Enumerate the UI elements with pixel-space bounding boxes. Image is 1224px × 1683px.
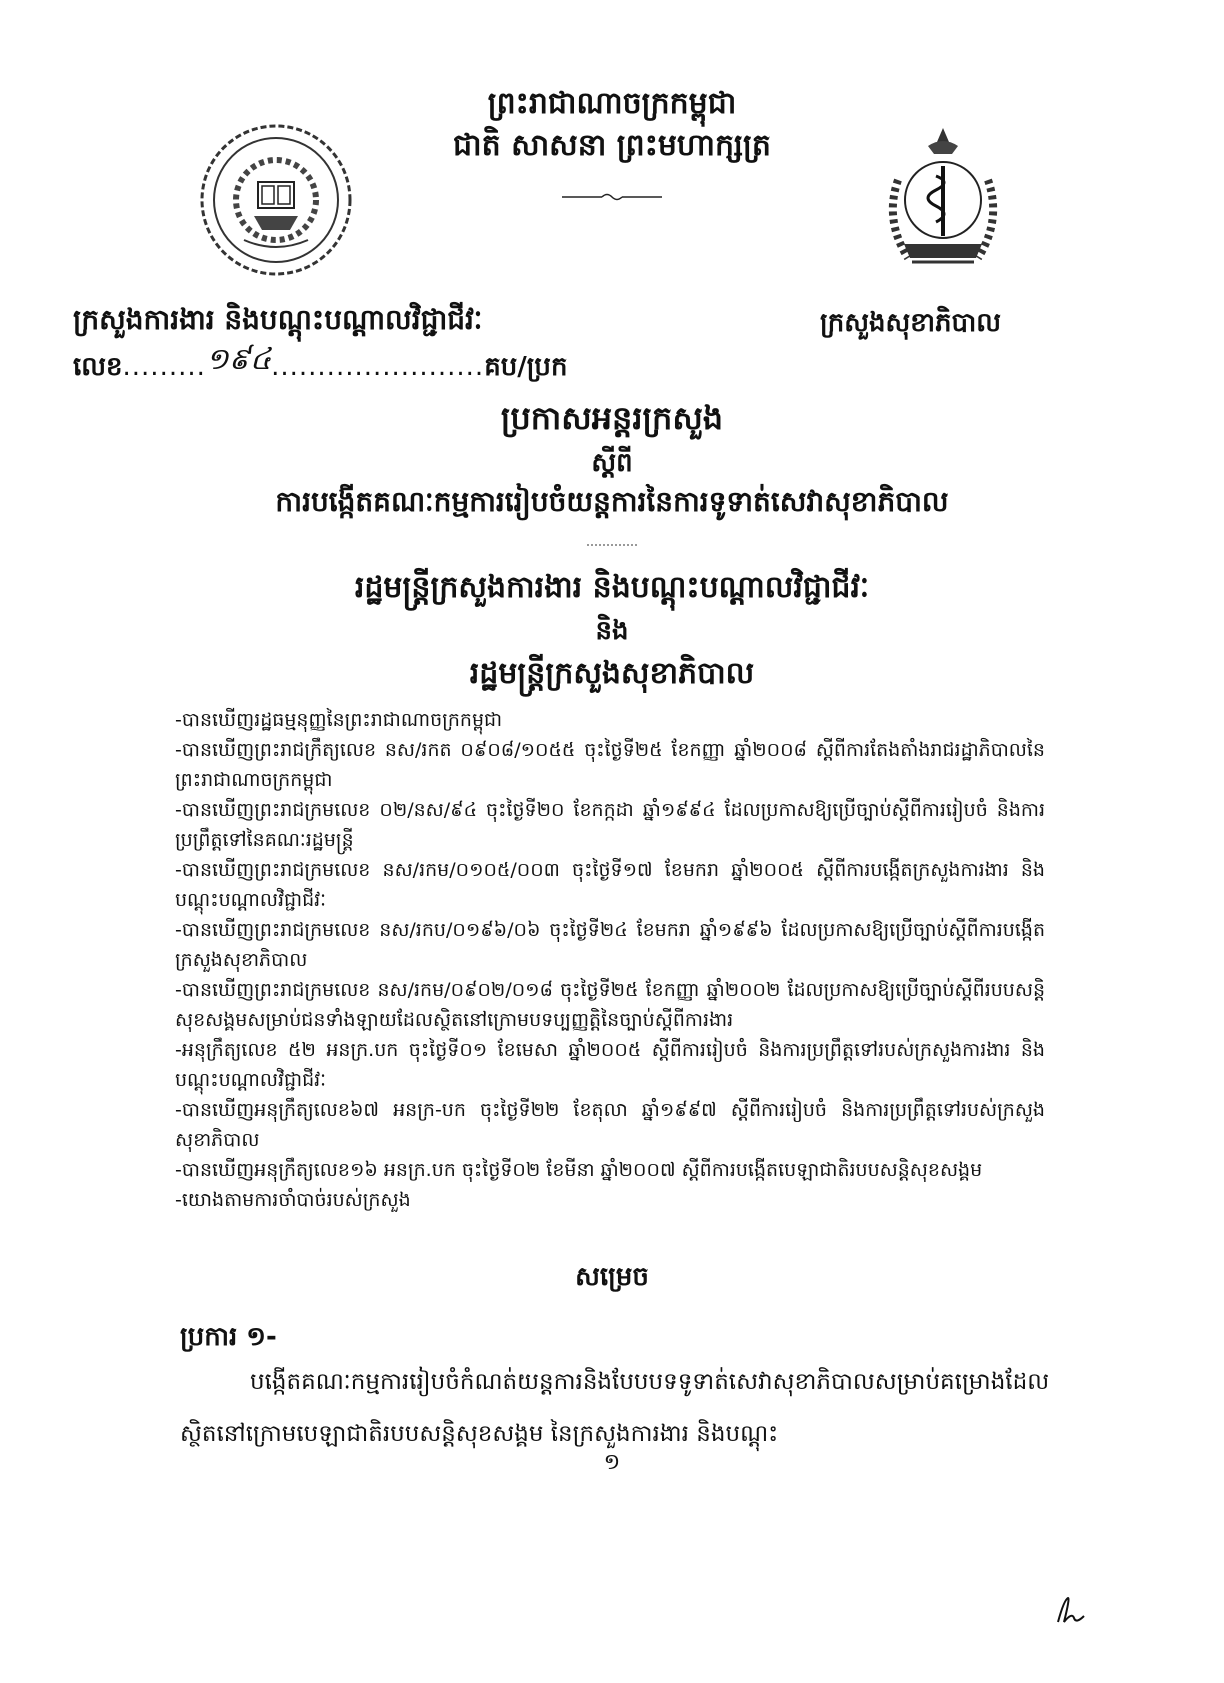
consideration-item: -បានឃើញព្រះរាជក្រឹត្យលេខ នស/រកត ០៩០៨/១០៥៥ ចុះថ្ងៃទី២៥ ខែកញ្ញា ឆ្នាំ២០០៨ ស្តីពីការតែងតាំងរាជរដ្ឋាភិបាលនៃព្រះរាជាណាចក្រកម្ពុជា [175,739,1045,791]
consideration-item: -អនុក្រឹត្យលេខ ៥២ អនក្រ.បក ចុះថ្ងៃទី០១ ខែមេសា ឆ្នាំ២០០៥ ស្តីពីការរៀបចំ និងការប្រព្រឹត្តទៅរបស់ក្រសួងការងារ និងបណ្តុះបណ្តាលវិជ្ជាជីវៈ [175,1039,1045,1091]
national-motto: ជាតិ សាសនា ព្រះមហាក្សត្រ [453,128,771,163]
dotted-leader: ....................... [271,352,485,382]
dotted-leader: ......... [122,352,206,382]
minister-labor: រដ្ឋមន្ត្រីក្រសួងការងារ និងបណ្តុះបណ្តាលវិជ្ជាជីវៈ [354,570,870,605]
health-ministry-name: ក្រសួងសុខាភិបាល [820,308,1002,338]
initial-signature [1050,1592,1090,1632]
page-number: ១ [603,1450,621,1475]
reference-number-line [73,342,568,390]
ministry-of-health-seal [868,120,1018,280]
labor-ministry-name: ក្រសួងការងារ និងបណ្តុះបណ្តាលវិជ្ជាជីវៈ [73,303,483,336]
legal-considerations-list [175,705,1045,1215]
ornament-divider [0,188,1224,207]
consideration-item: -បានឃើញព្រះរាជក្រមលេខ នស/រកម/០៩០២/០១៨ ចុះថ្ងៃទី២៥ ខែកញ្ញា ឆ្នាំ២០០២ ដែលប្រកាសឱ្យប្រើច្បាប់ស្តីពីរបបសន្តិសុខសង្គមសម្រាប់ជនទាំងឡាយដែលស្ថិតនៅក្រោមបទប្បញ្ញត្តិនៃច្បាប់ស្តីពីការងារ [175,979,1045,1031]
consideration-item: -យោងតាមការចាំបាច់របស់ក្រសួង [175,1189,411,1211]
article-1-body: បង្កើតគណៈកម្មការរៀបចំកំណត់យន្តការនិងបែបបទទូទាត់សេវាសុខាភិបាលសម្រាប់គម្រោងដែលស្ថិតនៅក្រោមបេឡាជាតិរបបសន្តិសុខសង្គម នៃក្រសួងការងារ និងបណ្តុះ [180,1369,1050,1447]
document-type-title: ប្រកាសអន្តរក្រសួង [500,399,724,437]
conjunction-and: និង [595,616,629,646]
decision-heading: សម្រេច [575,1262,649,1292]
consideration-item: -បានឃើញព្រះរាជក្រមលេខ ០២/នស/៩៤ ចុះថ្ងៃទី២០ ខែកក្កដា ឆ្នាំ១៩៩៤ ដែលប្រកាសឱ្យប្រើច្បាប់ស្តីពីការរៀបចំ និងការប្រព្រឹត្តទៅនៃគណៈរដ្ឋមន្ត្រី [175,799,1045,851]
consideration-item: -បានឃើញអនុក្រឹត្យលេខ៦៧ អនក្រ-បក ចុះថ្ងៃទី២២ ខែតុលា ឆ្នាំ១៩៩៧ ស្តីពីការរៀបចំ និងការប្រព្រឹត្តទៅរបស់ក្រសួងសុខាភិបាល [175,1099,1045,1151]
ornament-divider-small [0,534,1224,553]
ministry-of-labor-seal [196,120,356,280]
reference-suffix: គប/ប្រក [484,352,568,382]
reference-label: លេខ [73,352,123,382]
kingdom-heading: ព្រះរាជាណាចក្រកម្ពុជា [487,86,737,121]
consideration-item: -បានឃើញព្រះរាជក្រមលេខ នស/រកម/០១០៥/០០៣ ចុះថ្ងៃទី១៧ ខែមករា ឆ្នាំ២០០៥ ស្តីពីការបង្កើតក្រសួងការងារ និងបណ្តុះបណ្តាលវិជ្ជាជីវៈ [175,859,1045,911]
title-on-keyword: ស្តីពី [591,448,633,478]
consideration-item: -បានឃើញអនុក្រឹត្យលេខ១៦ អនក្រ.បក ចុះថ្ងៃទី០២ ខែមីនា ឆ្នាំ២០០៧ ស្តីពីការបង្កើតបេឡាជាតិរបបសន្តិសុខសង្គម [175,1159,983,1181]
handwritten-reference-number: ១៩៤ [205,342,272,377]
document-subject: ការបង្កើតគណៈកម្មការរៀបចំយន្តការនៃការទូទាត់សេវាសុខាភិបាល [275,485,949,518]
article-1-title: ប្រការ ១- [180,1322,277,1352]
consideration-item: -បានឃើញរដ្ឋធម្មនុញ្ញនៃព្រះរាជាណាចក្រកម្ពុជា [175,709,503,731]
minister-health: រដ្ឋមន្ត្រីក្រសួងសុខាភិបាល [469,656,755,691]
consideration-item: -បានឃើញព្រះរាជក្រមលេខ នស/រកប/០១៩៦/០៦ ចុះថ្ងៃទី២៤ ខែមករា ឆ្នាំ១៩៩៦ ដែលប្រកាសឱ្យប្រើច្បាប់ស្តីពីការបង្កើតក្រសួងសុខាភិបាល [175,919,1045,971]
